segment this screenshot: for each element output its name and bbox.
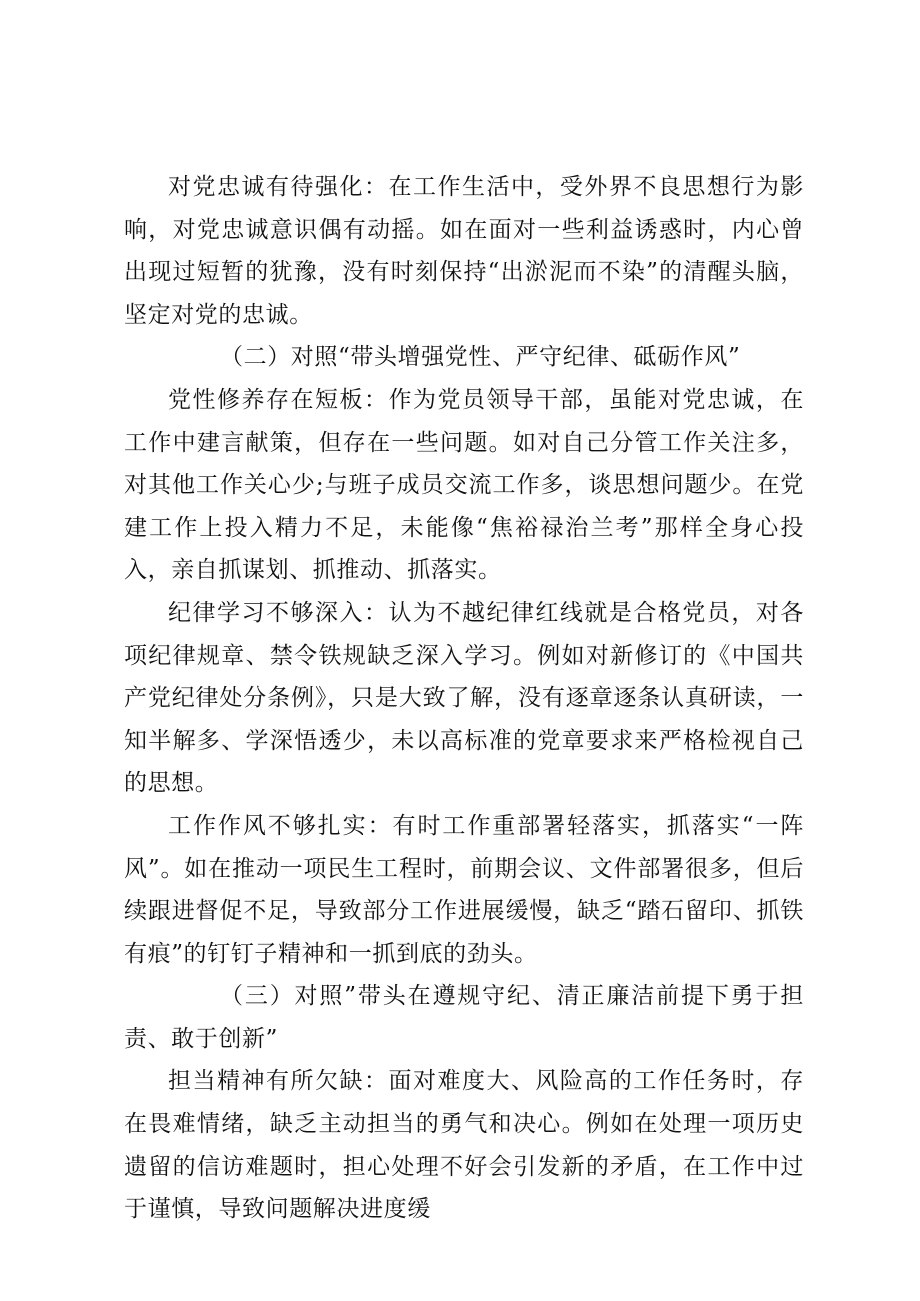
paragraph-work-style: 工作作风不够扎实：有时工作重部署轻落实，抓落实“一阵风”。如在推动一项民生工程时，前期会议、文件部署很多，但后续跟进督促不足，导致部分工作进展缓慢，缺乏“踏石留印、抓铁有痕”的钉钉子精神和一抓到底的劲头。: [124, 812, 804, 967]
section-heading-two: （二）对照“带头增强党性、严守纪律、砥砺作风”: [220, 344, 741, 371]
paragraph-party-spirit: 党性修养存在短板：作为党员领导干部，虽能对党忠诚，在工作中建言献策，但存在一些问题。如对自己分管工作关注多，对其他工作关心少;与班子成员交流工作多，谈思想问题少。在党建工作上投入精力不足，未能像“焦裕禄治兰考”那样全身心投入，亲自抓谋划、抓推动、抓落实。: [124, 386, 804, 584]
paragraph-loyalty: 对党忠诚有待强化：在工作生活中，受外界不良思想行为影响，对党忠诚意识偶有动摇。如在面对一些利益诱惑时，内心曾出现过短暂的犹豫，没有时刻保持“出淤泥而不染”的清醒头脑，坚定对党的忠诚。: [124, 174, 804, 328]
document-body: [124, 166, 804, 1231]
paragraph-responsibility: 担当精神有所欠缺：面对难度大、风险高的工作任务时，存在畏难情绪，缺乏主动担当的勇气和决心。例如在处理一项历史遗留的信访难题时，担心处理不好会引发新的矛盾，在工作中过于谨慎，导致问题解决进度缓: [124, 1068, 804, 1223]
section-heading-three: （三）对照”带头在遵规守纪、清正廉洁前提下勇于担责、敢于创新”: [124, 983, 804, 1052]
paragraph-discipline-study: 纪律学习不够深入：认为不越纪律红线就是合格党员，对各项纪律规章、禁令铁规缺乏深入学习。例如对新修订的《中国共产党纪律处分条例》，只是大致了解，没有逐章逐条认真研读，一知半解多、学深悟透少，未以高标准的党章要求来严格检视自己的思想。: [124, 599, 804, 797]
